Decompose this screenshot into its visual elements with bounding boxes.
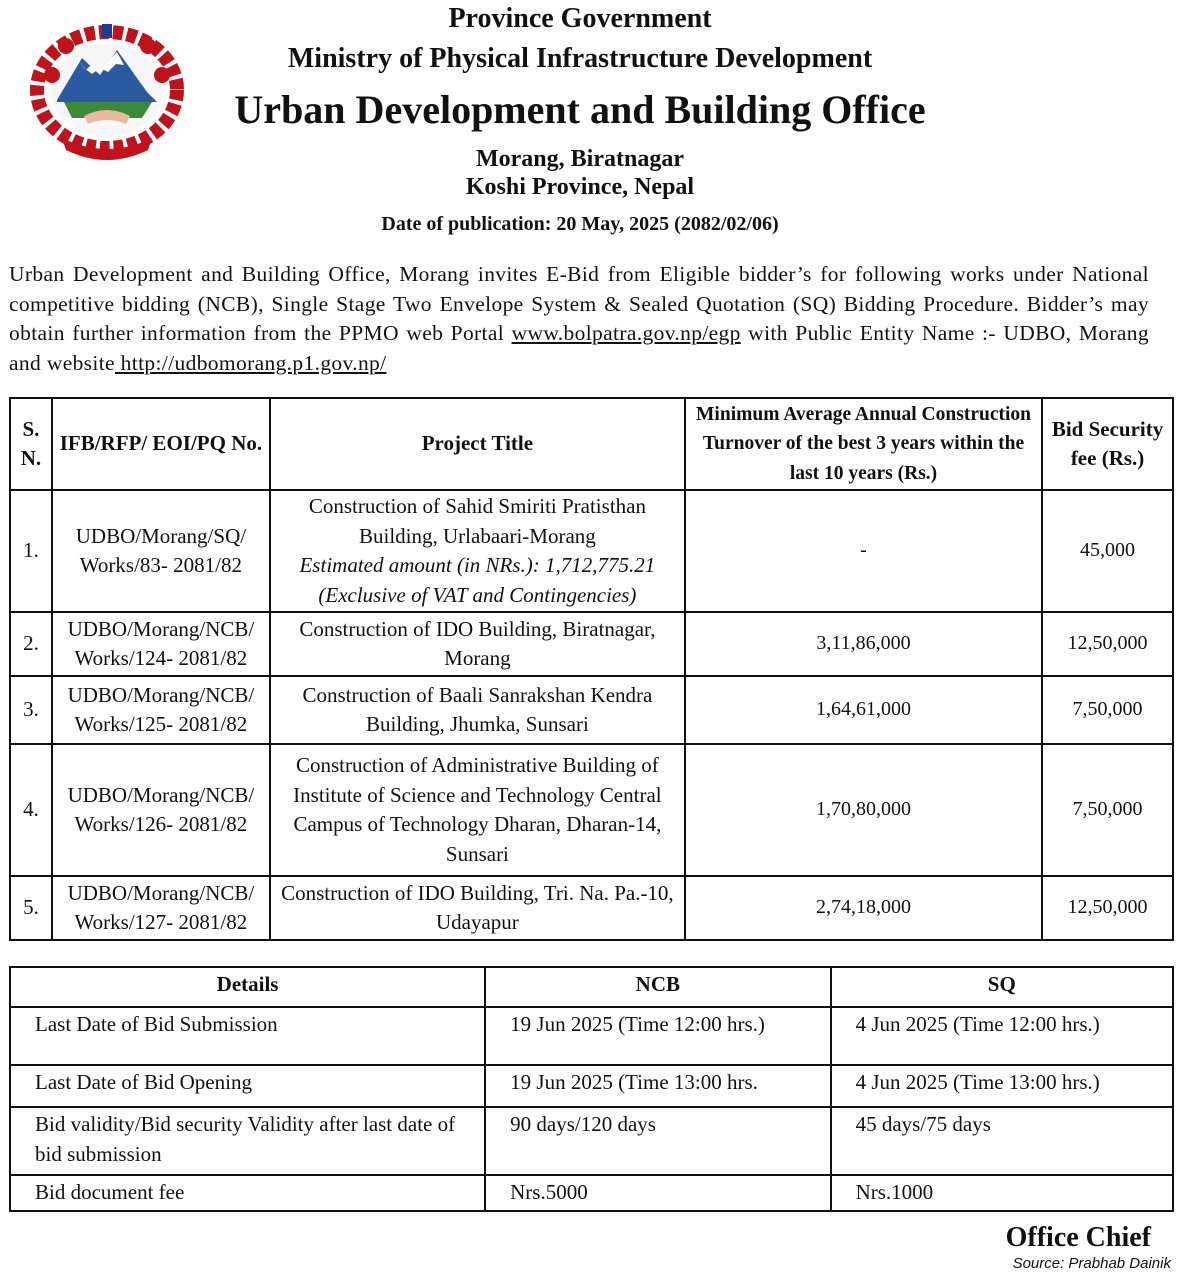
cell-sq: 45 days/75 days <box>831 1107 1173 1175</box>
cell-ncb: 19 Jun 2025 (Time 12:00 hrs.) <box>485 1007 830 1065</box>
cell-security: 12,50,000 <box>1042 612 1173 676</box>
col-header-sq: SQ <box>831 967 1173 1007</box>
office-title: Urban Development and Building Office <box>234 87 926 132</box>
cell-sn: 5. <box>10 876 52 940</box>
bids-table <box>9 397 1174 941</box>
table-row <box>10 1107 1173 1175</box>
cell-turnover: 1,70,80,000 <box>685 744 1042 876</box>
cell-detail: Last Date of Bid Opening <box>10 1065 485 1107</box>
cell-title: Construction of Baali Sanrakshan Kendra Building, Jhumka, Sunsari <box>270 676 685 744</box>
cell-security: 12,50,000 <box>1042 876 1173 940</box>
cell-sn: 4. <box>10 744 52 876</box>
office-website-link[interactable]: http://udbomorang.p1.gov.np/ <box>114 350 387 375</box>
table-row <box>10 490 1173 612</box>
table-row <box>10 1175 1173 1211</box>
cell-detail: Bid document fee <box>10 1175 485 1211</box>
col-header-security: Bid Security fee (Rs.) <box>1042 398 1173 490</box>
table-row <box>10 744 1173 876</box>
cell-ifb: UDBO/Morang/NCB/ Works/127- 2081/82 <box>52 876 270 940</box>
cell-turnover: 1,64,61,000 <box>685 676 1042 744</box>
table-row <box>10 676 1173 744</box>
cell-ifb: UDBO/Morang/NCB/ Works/126- 2081/82 <box>52 744 270 876</box>
cell-sq: Nrs.1000 <box>831 1175 1173 1211</box>
cell-ncb: Nrs.5000 <box>485 1175 830 1211</box>
ppmo-portal-link[interactable]: www.bolpatra.gov.np/egp <box>511 321 741 345</box>
project-title: Construction of Sahid Smiriti Pratisthan Building, Urlabaari-Morang <box>308 494 646 548</box>
table-row <box>10 876 1173 940</box>
cell-turnover: - <box>685 490 1042 612</box>
intro-text-1: Urban Development and Building Office, Morang invites E-Bid from Eligible bidder’s for following works under National competitive bidding (NCB), Single Stage Two Envelope System & Sealed Quotation (SQ) Bidding Procedure. Bidder’s may obtain further information from the PPMO web Portal <box>9 262 1149 345</box>
col-header-title: Project Title <box>270 398 685 490</box>
cell-title: Construction of IDO Building, Biratnagar, Morang <box>270 612 685 676</box>
cell-title: Construction of IDO Building, Tri. Na. Pa.-10, Udayapur <box>270 876 685 940</box>
col-header-sn: S. N. <box>10 398 52 490</box>
cell-ifb: UDBO/Morang/NCB/ Works/125- 2081/82 <box>52 676 270 744</box>
cell-security: 7,50,000 <box>1042 676 1173 744</box>
cell-security: 7,50,000 <box>1042 744 1173 876</box>
cell-sn: 1. <box>10 490 52 612</box>
province-heading: Province Government <box>448 3 712 34</box>
col-header-turnover: Minimum Average Annual Construction Turnover of the best 3 years within the last 10 years (Rs.) <box>685 398 1042 490</box>
publication-date: Date of publication: 20 May, 2025 (2082/02/06) <box>381 213 779 235</box>
location-province: Koshi Province, Nepal <box>465 174 695 200</box>
cell-turnover: 3,11,86,000 <box>685 612 1042 676</box>
cell-turnover: 2,74,18,000 <box>685 876 1042 940</box>
cell-sq: 4 Jun 2025 (Time 13:00 hrs.) <box>831 1065 1173 1107</box>
cell-ifb: UDBO/Morang/NCB/ Works/124- 2081/82 <box>52 612 270 676</box>
estimated-amount: Estimated amount (in NRs.): 1,712,775.21 (Exclusive of VAT and Contingencies) <box>299 553 656 607</box>
cell-ifb: UDBO/Morang/SQ/ Works/83- 2081/82 <box>52 490 270 612</box>
ministry-heading: Ministry of Physical Infrastructure Development <box>287 43 873 74</box>
cell-sn: 2. <box>10 612 52 676</box>
table-row <box>10 1065 1173 1107</box>
intro-text-2: with Public Entity Name :- UDBO, Morang and website <box>9 321 1150 375</box>
cell-security: 45,000 <box>1042 490 1173 612</box>
source-credit: Source: Prabhab Dainik <box>1012 1255 1171 1272</box>
invitation-paragraph <box>9 260 1149 378</box>
table-row <box>10 612 1173 676</box>
col-header-ifb: IFB/RFP/ EOI/PQ No. <box>52 398 270 490</box>
signatory-title: Office Chief <box>1005 1222 1151 1253</box>
col-header-ncb: NCB <box>485 967 830 1007</box>
cell-title: Construction of Administrative Building of Institute of Science and Technology Central Campus of Technology Dharan, Dharan-14, Sunsari <box>270 744 685 876</box>
table-row <box>10 1007 1173 1065</box>
col-header-details: Details <box>10 967 485 1007</box>
cell-sq: 4 Jun 2025 (Time 12:00 hrs.) <box>831 1007 1173 1065</box>
cell-ncb: 19 Jun 2025 (Time 13:00 hrs. <box>485 1065 830 1107</box>
nepal-emblem-icon <box>22 20 192 170</box>
cell-ncb: 90 days/120 days <box>485 1107 830 1175</box>
cell-sn: 3. <box>10 676 52 744</box>
cell-detail: Last Date of Bid Submission <box>10 1007 485 1065</box>
cell-title <box>270 490 685 612</box>
location-city: Morang, Biratnagar <box>476 146 684 172</box>
cell-detail: Bid validity/Bid security Validity after last date of bid submission <box>10 1107 485 1175</box>
dates-table <box>9 966 1174 1212</box>
